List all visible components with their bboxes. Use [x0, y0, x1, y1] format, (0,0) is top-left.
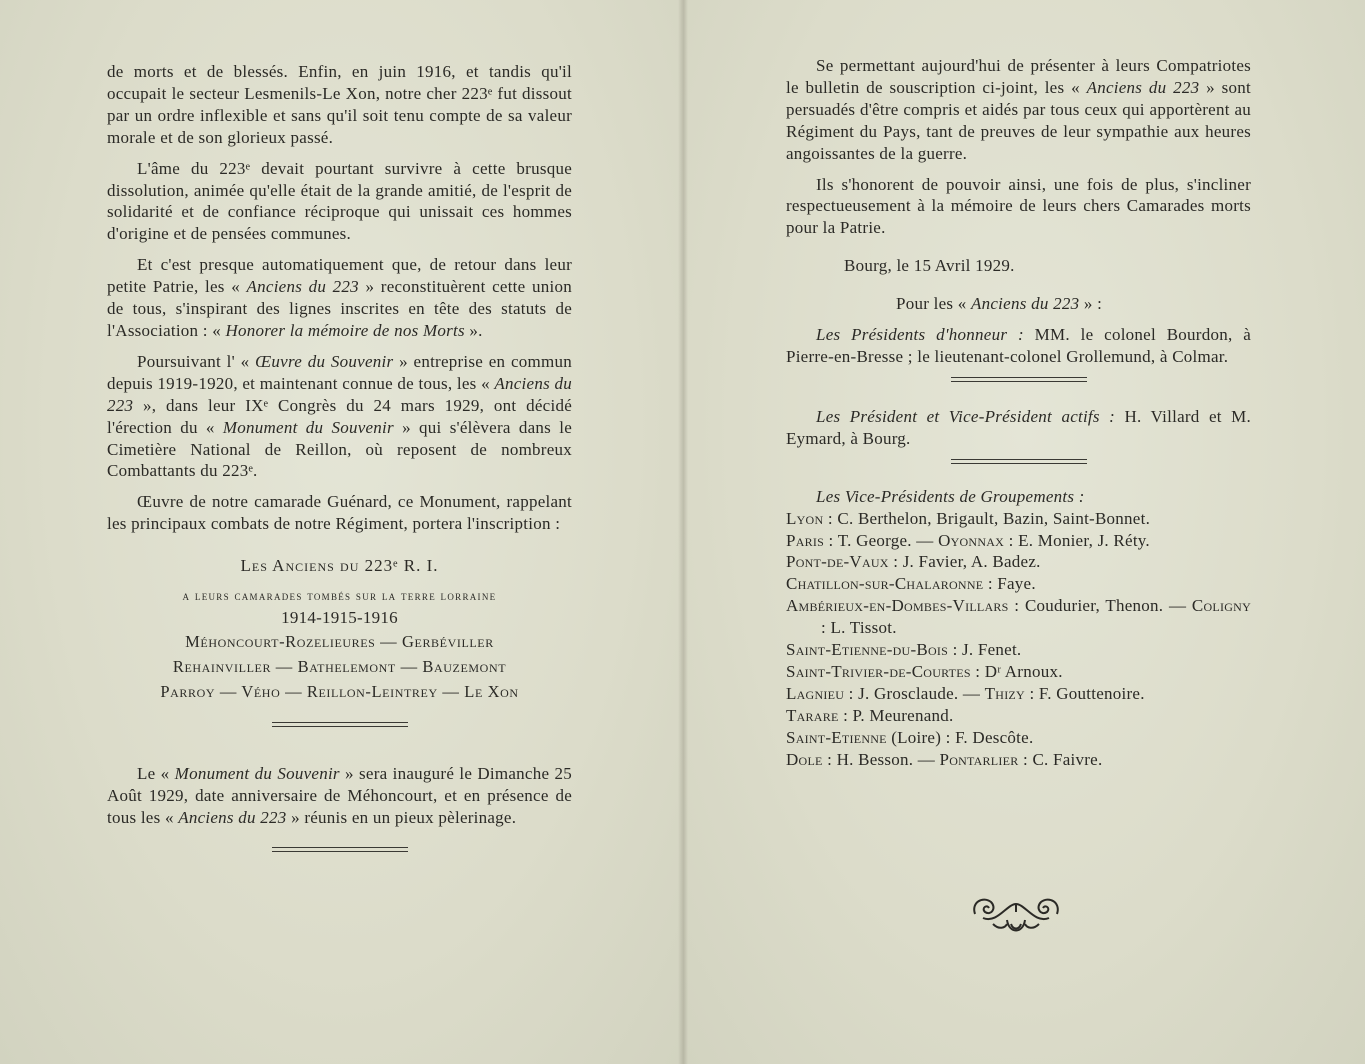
group-entry: Pont-de-Vaux : J. Favier, A. Badez. [786, 552, 1041, 572]
left-paragraph-4: Poursuivant l' « Œuvre du Souvenir » entreprise en commun depuis 1919-1920, et maintenant connue de tous, les « Anciens du 223 », dans leur IXᵉ Congrès du 24 mars 1929, ont décidé l'érection du « Monument du Souvenir » qui s'élèvera dans le Cimetière National de Reillon, où reposent de nombreux Combattants du 223ᵉ. [107, 351, 572, 481]
group-entry: Dole : H. Besson. — Pontarlier : C. Faivre. [786, 749, 1103, 769]
left-paragraph-3: Et c'est presque automatiquement que, de retour dans leur petite Patrie, les « Anciens du 223 » reconstituèrent cette union de tous, s'inspirant des lignes inscrites en tête des statuts de l'Association : « Honorer la mémoire de nos Morts ». [107, 255, 572, 340]
monument-inscription [107, 555, 572, 704]
group-entry: Chatillon-sur-Chalaronne : Faye. [786, 574, 1036, 594]
left-paragraph-5: Œuvre de notre camarade Guénard, ce Monument, rappelant les principaux combats de notre Régiment, portera l'inscription : [107, 492, 572, 534]
date-line: Bourg, le 15 Avril 1929. [844, 256, 1015, 276]
group-entry: Lyon : C. Berthelon, Brigault, Bazin, Saint-Bonnet. [786, 508, 1151, 528]
section-divider-3 [951, 377, 1087, 382]
inscription-line-3: 1914-1915-1916 [281, 607, 398, 627]
signature-line: Pour les « Anciens du 223 » : [896, 294, 1103, 314]
page-fold [678, 0, 688, 1064]
right-paragraph-1: Se permettant aujourd'hui de présenter à leurs Compatriotes le bulletin de souscription ci-joint, les « Anciens du 223 » sont persuadés d'être compris et aidés par tous ceux qui apportèrent au Régiment du Pays, tant de preuves de leur sympathie aux heures angoissantes de la guerre. [786, 56, 1251, 163]
group-entry: Paris : T. George. — Oyonnax : E. Monier, J. Réty. [786, 530, 1150, 550]
group-entry: Saint-Trivier-de-Courtes : Dʳ Arnoux. [786, 661, 1063, 681]
group-entry: Lagnieu : J. Grosclaude. — Thizy : F. Gouttenoire. [786, 683, 1145, 703]
right-page [683, 0, 1365, 1064]
inscription-line-4: Méhoncourt-Rozelieures — Gerbéviller [185, 631, 494, 651]
section-divider-4 [951, 459, 1087, 464]
right-column [786, 55, 1251, 770]
active-presidents: Les Président et Vice-Président actifs : H. Villard et M. Eymard, à Bourg. [786, 406, 1251, 448]
left-paragraph-1: de morts et de blessés. Enfin, en juin 1916, et tandis qu'il occupait le secteur Lesmenils-Le Xon, notre cher 223ᵉ fut dissout par un ordre inflexible et sans qu'il soit tenu compte de sa valeur morale et de son glorieux passé. [107, 62, 572, 147]
inscription-line-5: Rehainviller — Bathelemont — Bauzemont [172, 656, 507, 676]
inscription-line-6: Parroy — Vého — Reillon-Leintrey — Le Xon [160, 681, 519, 701]
group-entry: Tarare : P. Meurenand. [786, 705, 954, 725]
inscription-line-2: a leurs camarades tombés sur la terre lorraine [182, 588, 497, 604]
left-paragraph-6: Le « Monument du Souvenir » sera inauguré le Dimanche 25 Août 1929, date anniversaire de Méhoncourt, et en présence de tous les « Anciens du 223 » réunis en un pieux pèlerinage. [107, 763, 572, 827]
left-paragraph-2: L'âme du 223ᵉ devait pourtant survivre à cette brusque dissolution, animée qu'elle était de la grande amitié, de l'esprit de solidarité et de confiance réciproque qui unissait ces hommes d'origine et de pensées communes. [107, 158, 572, 244]
section-divider-1 [272, 722, 408, 727]
honorary-presidents: Les Présidents d'honneur : MM. le colonel Bourdon, à Pierre-en-Bresse ; le lieutenant-colonel Grollemund, à Colmar. [786, 325, 1251, 366]
left-column [107, 61, 572, 866]
group-entry: Saint-Etienne (Loire) : F. Descôte. [786, 727, 1034, 747]
decorative-ornament [969, 890, 1063, 942]
group-entry: Saint-Etienne-du-Bois : J. Fenet. [786, 640, 1022, 660]
section-divider-2 [272, 847, 408, 852]
group-entry: Ambérieux-en-Dombes-Villars : Coudurier, Thenon. — Coligny : L. Tissot. [786, 596, 1251, 638]
vice-presidents-heading: Les Vice-Présidents de Groupements : [816, 486, 1085, 506]
vice-presidents-list [786, 508, 1251, 771]
right-paragraph-2: Ils s'honorent de pouvoir ainsi, une fois de plus, s'incliner respectueusement à la mémoire de leurs chers Camarades morts pour la Patrie. [786, 174, 1251, 238]
inscription-line-1: Les Anciens du 223ᵉ R. I. [240, 556, 439, 576]
